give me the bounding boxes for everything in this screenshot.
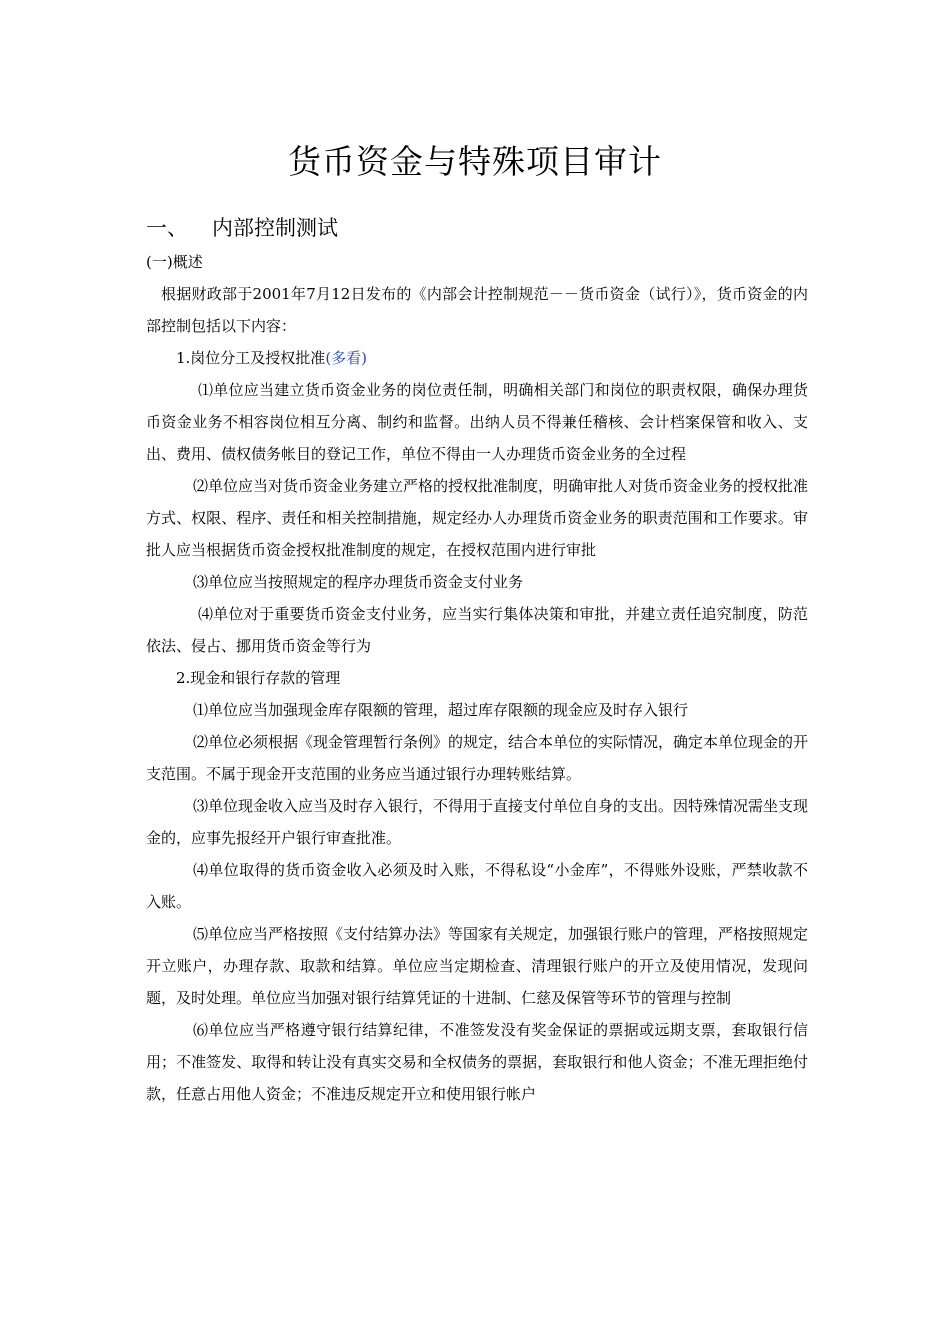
item2-paragraph-2: ⑵单位必须根据《现金管理暂行条例》的规定，结合本单位的实际情况，确定本单位现金的开支范围。不属于现金开支范围的业务应当通过银行办理转账结算。 bbox=[146, 733, 809, 783]
section-title: 内部控制测试 bbox=[212, 216, 338, 240]
more-link[interactable]: (多看) bbox=[325, 349, 368, 367]
item-heading-1 bbox=[146, 342, 808, 374]
document-body bbox=[146, 246, 808, 1110]
item-heading-2: 2.现金和银行存款的管理 bbox=[176, 669, 341, 687]
item2-paragraph-1: ⑴单位应当加强现金库存限额的管理，超过库存限额的现金应及时存入银行 bbox=[193, 701, 689, 719]
section-number: 一、 bbox=[146, 216, 188, 240]
item1-paragraph-3: ⑶单位应当按照规定的程序办理货币资金支付业务 bbox=[193, 573, 524, 591]
item2-paragraph-5: ⑸单位应当严格按照《支付结算办法》等国家有关规定，加强银行账户的管理，严格按照规定开立账户，办理存款、取款和结算。单位应当定期检查、清理银行账户的开立及使用情况，发现问题，及时处理。单位应当加强对银行结算凭证的十进制、仁慈及保管等环节的管理与控制 bbox=[146, 925, 809, 1007]
intro-paragraph: 根据财政部于2001年7月12日发布的《内部会计控制规范－－货币资金（试行）》，货币资金的内部控制包括以下内容： bbox=[146, 285, 808, 335]
item1-paragraph-1: ⑴单位应当建立货币资金业务的岗位责任制，明确相关部门和岗位的职责权限，确保办理货币资金业务不相容岗位相互分离、制约和监督。出纳人员不得兼任稽核、会计档案保管和收入、支出、费用、债权债务帐目的登记工作，单位不得由一人办理货币资金业务的全过程 bbox=[146, 381, 808, 463]
item-heading-1-label: 1.岗位分工及授权批准 bbox=[176, 349, 326, 367]
item2-paragraph-6: ⑹单位应当严格遵守银行结算纪律，不准签发没有奖金保证的票据或远期支票，套取银行信用；不准签发、取得和转让没有真实交易和全权债务的票据，套取银行和他人资金；不准无理拒绝付款，任意占用他人资金；不准违反规定开立和使用银行帐户 bbox=[146, 1021, 808, 1103]
item2-paragraph-4: ⑷单位取得的货币资金收入必须及时入账，不得私设“小金库”，不得账外设账，严禁收款不入账。 bbox=[146, 861, 808, 911]
item1-paragraph-2: ⑵单位应当对货币资金业务建立严格的授权批准制度，明确审批人对货币资金业务的授权批准方式、权限、程序、责任和相关控制措施，规定经办人办理货币资金业务的职责范围和工作要求。审批人应当根据货币资金授权批准制度的规定，在授权范围内进行审批 bbox=[146, 477, 809, 559]
document-title: 货币资金与特殊项目审计 bbox=[288, 142, 662, 181]
section-heading bbox=[146, 211, 338, 245]
item1-paragraph-4: ⑷单位对于重要货币资金支付业务，应当实行集体决策和审批，并建立责任追究制度，防范依法、侵占、挪用货币资金等行为 bbox=[146, 605, 808, 655]
subsection-heading: (一)概述 bbox=[146, 253, 203, 271]
item2-paragraph-3: ⑶单位现金收入应当及时存入银行，不得用于直接支付单位自身的支出。因特殊情况需坐支现金的，应事先报经开户银行审查批准。 bbox=[146, 797, 809, 847]
